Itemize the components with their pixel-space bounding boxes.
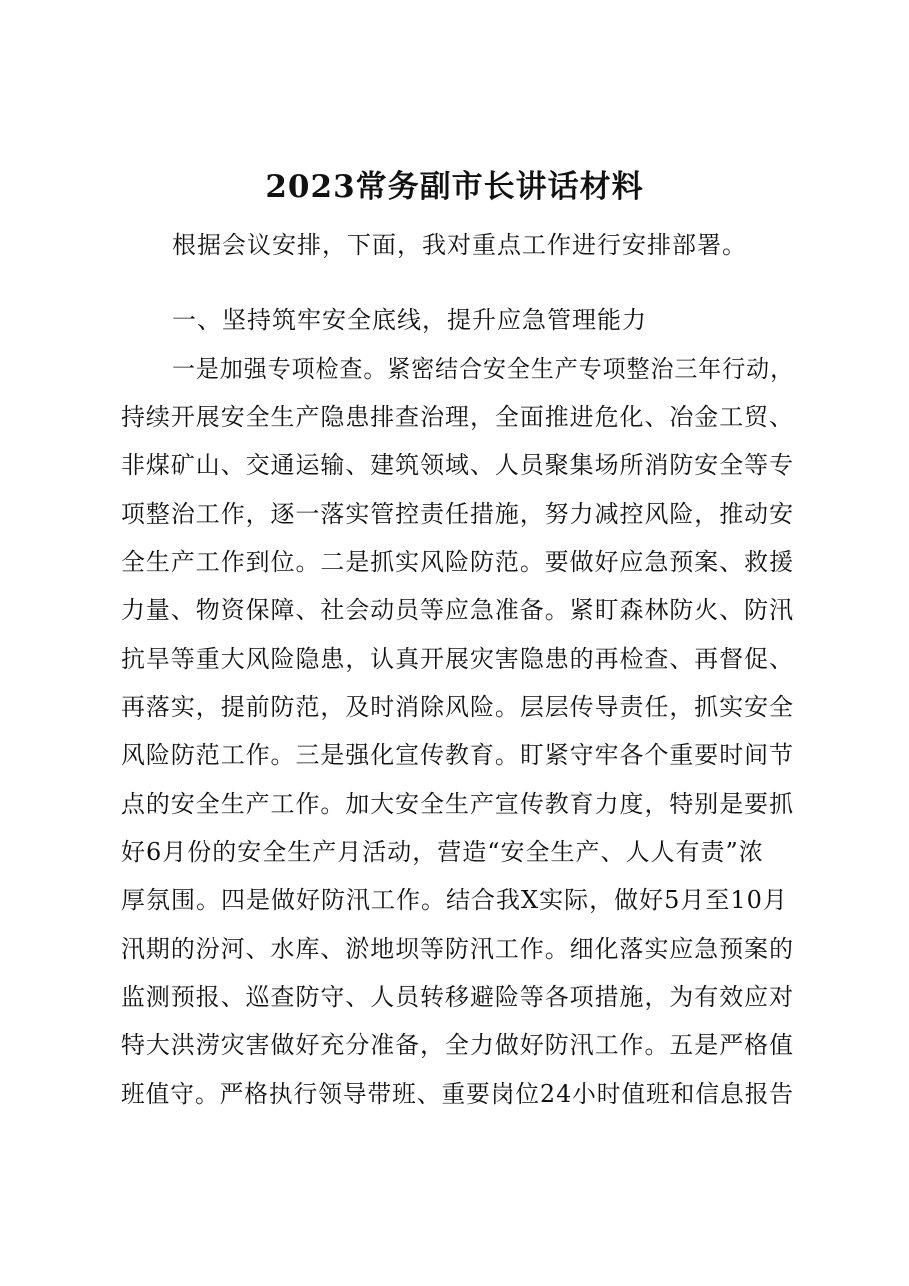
paragraph-line — [0, 491, 909, 537]
document-title: 2023常务副市长讲话材料 — [265, 169, 644, 205]
paragraph-line — [0, 539, 909, 585]
line-text: 监测预报、巡查防守、人员转移避险等各项措施，为有效应对 — [121, 983, 794, 1011]
paragraph-line — [0, 442, 909, 488]
paragraph-line — [0, 684, 909, 730]
paragraph-line — [0, 926, 909, 972]
line-text: 一是加强专项检查。紧密结合安全生产专项整治三年行动， — [172, 355, 794, 383]
line-text: 厚氛围。四是做好防汛工作。结合我X实际，做好5月至10月 — [121, 886, 788, 914]
paragraph-line — [0, 587, 909, 633]
paragraph-line — [0, 1022, 909, 1068]
line-text: 特大洪涝灾害做好充分准备，全力做好防汛工作。五是严格值 — [121, 1031, 794, 1059]
line-text: 汛期的汾河、水库、淤地坝等防汛工作。细化落实应急预案的 — [121, 935, 794, 963]
line-text: 点的安全生产工作。加大安全生产宣传教育力度，特别是要抓 — [121, 790, 794, 818]
paragraph-line — [0, 222, 909, 268]
paragraph-line — [0, 346, 909, 392]
line-text: 风险防范工作。三是强化宣传教育。盯紧守牢各个重要时间节 — [121, 741, 794, 769]
paragraph-line — [0, 394, 909, 440]
paragraph-line — [0, 877, 909, 923]
line-text: 非煤矿山、交通运输、建筑领域、人员聚集场所消防安全等专 — [121, 451, 794, 479]
line-text: 力量、物资保障、社会动员等应急准备。紧盯森林防火、防汛 — [121, 596, 794, 624]
line-text: 全生产工作到位。二是抓实风险防范。要做好应急预案、救援 — [121, 548, 794, 576]
line-text: 再落实，提前防范，及时消除风险。层层传导责任，抓实安全 — [121, 693, 794, 721]
paragraph-line — [0, 974, 909, 1020]
paragraph-line — [0, 1071, 909, 1117]
line-text: 根据会议安排，下面，我对重点工作进行安排部署。 — [172, 231, 747, 259]
paragraph-line — [0, 781, 909, 827]
line-text: 项整治工作，逐一落实管控责任措施，努力减控风险，推动安 — [121, 500, 794, 528]
section-heading — [0, 297, 909, 343]
line-text: 一、坚持筑牢安全底线，提升应急管理能力 — [172, 306, 647, 334]
paragraph-line — [0, 636, 909, 682]
paragraph-line — [0, 829, 909, 875]
line-text: 持续开展安全生产隐患排查治理，全面推进危化、冶金工贸、 — [121, 403, 794, 431]
line-text: 好6月份的安全生产月活动，营造“安全生产、人人有责”浓 — [121, 838, 764, 866]
line-text: 班值守。严格执行领导带班、重要岗位24小时值班和信息报告 — [121, 1080, 794, 1108]
line-text: 抗旱等重大风险隐患，认真开展灾害隐患的再检查、再督促、 — [121, 645, 794, 673]
paragraph-line — [0, 732, 909, 778]
